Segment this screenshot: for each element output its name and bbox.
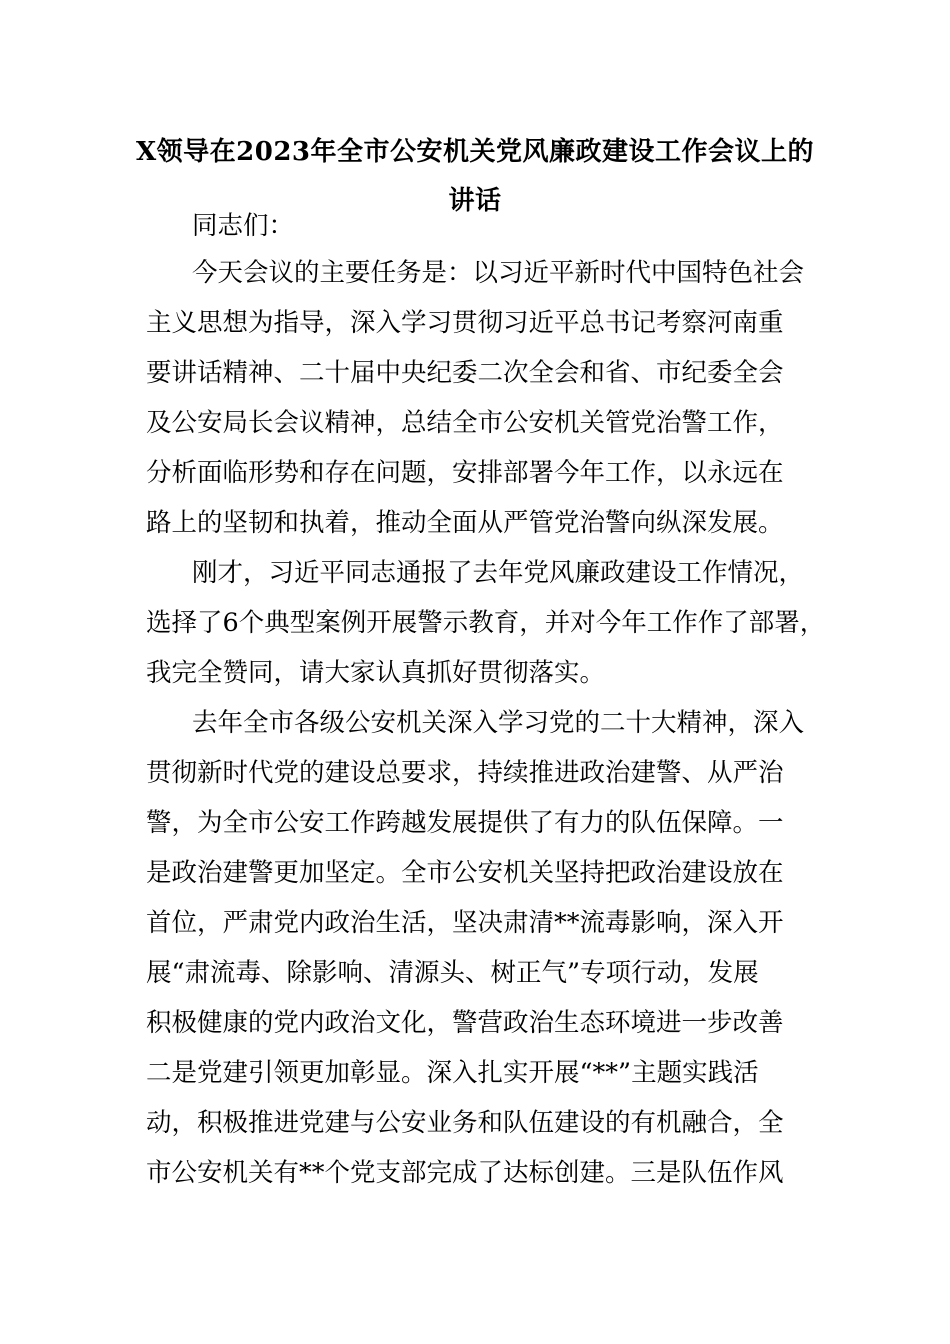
paragraph-1-line-3: 要讲话精神、二十届中央纪委二次全会和省、市纪委全会 bbox=[146, 358, 784, 388]
paragraph-1-line-4: 及公安局长会议精神，总结全市公安机关管党治警工作， bbox=[146, 408, 784, 438]
paragraph-1-line-6: 路上的坚韧和执着，推动全面从严管党治警向纵深发展。 bbox=[146, 508, 784, 538]
paragraph-3-line-8: 二是党建引领更加彰显。深入扎实开展“**”主题实践活 bbox=[146, 1058, 759, 1088]
paragraph-2-line-2: 选择了6个典型案例开展警示教育，并对今年工作作了部署， bbox=[146, 608, 826, 638]
greeting: 同志们： bbox=[192, 211, 295, 241]
paragraph-3-line-1: 去年全市各级公安机关深入学习党的二十大精神，深入 bbox=[192, 708, 805, 738]
paragraph-1-line-5: 分析面临形势和存在问题，安排部署今年工作，以永远在 bbox=[146, 458, 784, 488]
paragraph-3-line-5: 首位，严肃党内政治生活，坚决肃清**流毒影响，深入开 bbox=[146, 908, 784, 938]
paragraph-3-line-7: 积极健康的党内政治文化，警营政治生态环境进一步改善 bbox=[146, 1008, 784, 1038]
paragraph-3-line-2: 贯彻新时代党的建设总要求，持续推进政治建警、从严治 bbox=[146, 758, 784, 788]
paragraph-3-line-6: 展“肃流毒、除影响、清源头、树正气”专项行动，发展 bbox=[146, 958, 759, 988]
paragraph-3-line-10: 市公安机关有**个党支部完成了达标创建。三是队伍作风 bbox=[146, 1158, 784, 1188]
paragraph-3-line-4: 是政治建警更加坚定。全市公安机关坚持把政治建设放在 bbox=[146, 858, 784, 888]
paragraph-2-line-3: 我完全赞同，请大家认真抓好贯彻落实。 bbox=[146, 658, 606, 688]
paragraph-3-line-3: 警，为全市公安工作跨越发展提供了有力的队伍保障。一 bbox=[146, 808, 784, 838]
document-title-line-2: 讲话 bbox=[448, 186, 502, 216]
paragraph-2-line-1: 刚才，习近平同志通报了去年党风廉政建设工作情况， bbox=[192, 558, 805, 588]
paragraph-1-line-2: 主义思想为指导，深入学习贯彻习近平总书记考察河南重 bbox=[146, 308, 784, 338]
document-title-line-1: X领导在2023年全市公安机关党风廉政建设工作会议上的 bbox=[135, 137, 815, 167]
paragraph-1-line-1: 今天会议的主要任务是：以习近平新时代中国特色社会 bbox=[192, 258, 805, 288]
paragraph-3-line-9: 动，积极推进党建与公安业务和队伍建设的有机融合，全 bbox=[146, 1108, 784, 1138]
